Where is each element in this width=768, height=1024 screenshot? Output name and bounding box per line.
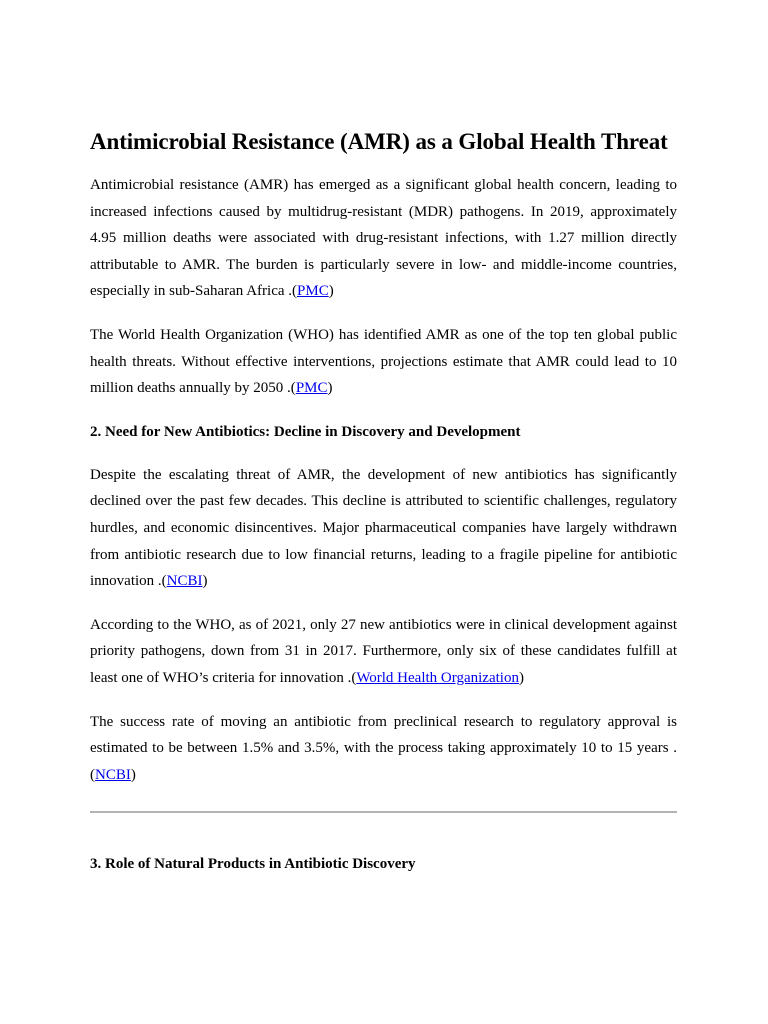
paragraph-success-rate (90, 709, 677, 789)
horizontal-rule (90, 811, 677, 813)
pmc-link[interactable]: PMC (295, 380, 328, 397)
who-link[interactable]: World Health Organization (356, 669, 519, 686)
paragraph-text: Antimicrobial resistance (AMR) has emerged as a significant global health concern, leading to increased infections caused by multidrug-resistant (MDR) pathogens. In 2019, approximately 4.95 million deaths were associated with drug-resistant infections, with 1.27 million directly attributable to AMR. The burden is particularly severe in low- and middle-income countries, especially in sub-Saharan Africa .( (90, 177, 677, 300)
section-heading-natural-products: 3. Role of Natural Products in Antibiotic Discovery (90, 856, 416, 873)
ncbi-link[interactable]: NCBI (166, 573, 203, 590)
page-title: Antimicrobial Resistance (AMR) as a Global Health Threat (90, 129, 668, 154)
paragraph-text: According to the WHO, as of 2021, only 27 new antibiotics were in clinical development against priority pathogens, down from 31 in 2017. Furthermore, only six of these candidates fulfill at least one of WHO’s criteria for innovation .( (90, 616, 677, 686)
paragraph-text: The World Health Organization (WHO) has identified AMR as one of the top ten global public health threats. Without effective interventions, projections estimate that AMR could lead to 10 million deaths annually by 2050 .( (90, 326, 677, 397)
paragraph-close: ) (327, 380, 333, 397)
paragraph-amr-burden (90, 172, 677, 305)
paragraph-close: ) (518, 669, 524, 686)
paragraph-who-pipeline (90, 612, 677, 692)
section-heading-new-antibiotics: 2. Need for New Antibiotics: Decline in Discovery and Development (90, 423, 521, 440)
paragraph-close: ) (202, 573, 208, 590)
paragraph-text: The success rate of moving an antibiotic from preclinical research to regulatory approval is estimated to be between 1.5% and 3.5%, with the process taking approximately 10 to 15 years .( (90, 713, 677, 783)
paragraph-close: ) (130, 766, 136, 783)
pmc-link[interactable]: PMC (297, 283, 329, 300)
paragraph-close: ) (328, 283, 334, 300)
document-body (90, 126, 677, 894)
paragraph-text: Despite the escalating threat of AMR, the development of new antibiotics has significantly declined over the past few decades. This decline is attributed to scientific challenges, regulatory hurdles, and economic disincentives. Major pharmaceutical companies have largely withdrawn from antibiotic research due to low financial returns, leading to a fragile pipeline for antibiotic innovation .( (90, 466, 677, 590)
paragraph-decline (90, 462, 677, 595)
ncbi-link[interactable]: NCBI (95, 766, 131, 783)
paragraph-who-threat (90, 322, 677, 402)
